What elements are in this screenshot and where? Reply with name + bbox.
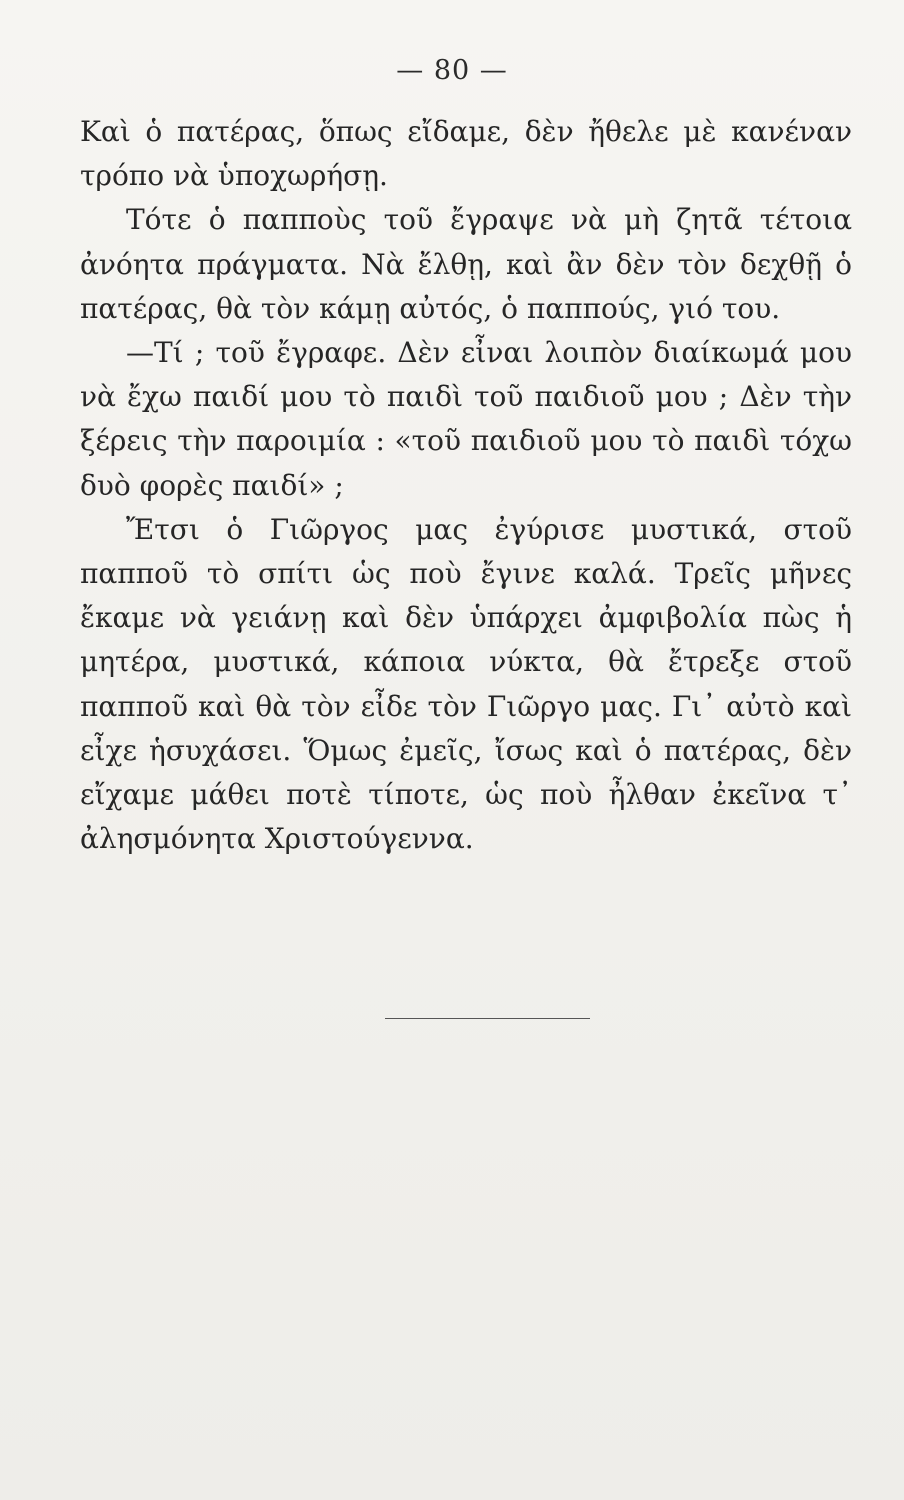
- paragraph-3: —Τί ; τοῦ ἔγραφε. Δὲν εἶναι λοιπὸν διαίκωμά μου νὰ ἔχω παιδί μου τὸ παιδὶ τοῦ παιδιοῦ μου ; Δὲν τὴν ξέρεις τὴν παροιμία : «τοῦ παιδιοῦ μου τὸ παιδὶ τόχω δυὸ φορὲς παιδί» ;: [80, 336, 852, 502]
- paragraph-2: Τότε ὁ παπποὺς τοῦ ἔγραψε νὰ μὴ ζητᾶ τέτοια ἀνόητα πράγματα. Νὰ ἔλθῃ, καὶ ἂν δὲν τὸν δεχθῇ ὁ πατέρας, θὰ τὸν κάμῃ αὐτός, ὁ παππούς, γιό του.: [80, 203, 852, 325]
- paragraph-4: Ἔτσι ὁ Γιῶργος μας ἐγύρισε μυστικά, στοῦ παπποῦ τὸ σπίτι ὡς ποὺ ἔγινε καλά. Τρεῖς μῆνες ἔκαμε νὰ γειάνῃ καὶ δὲν ὑπάρχει ἀμφιβολία πὼς ἡ μητέρα, μυστικά, κάποια νύκτα, θὰ ἔτρεξε στοῦ παπποῦ καὶ θὰ τὸν εἶδε τὸν Γιῶργο μας. Γι᾿ αὐτὸ καὶ εἶχε ἡσυχάσει. Ὅμως ἐμεῖς, ἴσως καὶ ὁ πατέρας, δὲν εἴχαμε μάθει ποτὲ τίποτε, ὡς ποὺ ἦλθαν ἐκεῖνα τ᾿ ἀλησμόνητα Χριστούγεννα.: [80, 512, 852, 856]
- page-number: — 80 —: [396, 55, 508, 86]
- body-text: [80, 110, 852, 861]
- paragraph-1: Καὶ ὁ πατέρας, ὅπως εἴδαμε, δὲν ἤθελε μὲ κανέναν τρόπο νὰ ὑποχωρήσῃ.: [80, 115, 852, 193]
- section-divider: [385, 1018, 590, 1019]
